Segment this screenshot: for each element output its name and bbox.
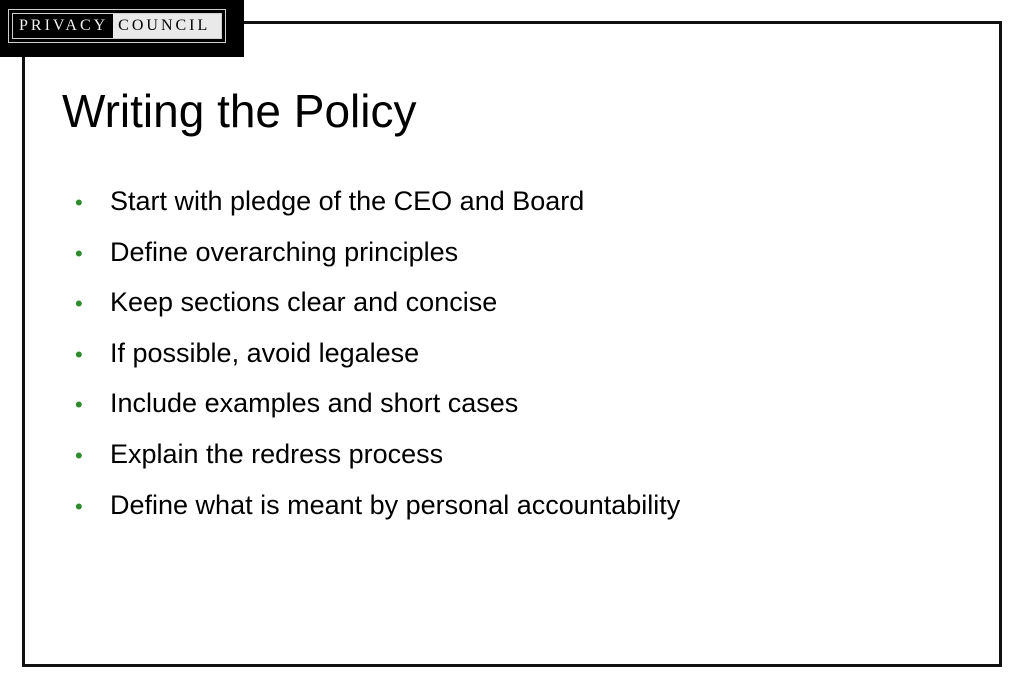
bullet-icon: • bbox=[75, 392, 83, 418]
bullet-text: Start with pledge of the CEO and Board bbox=[110, 186, 585, 216]
bullet-icon: • bbox=[75, 493, 83, 519]
bullet-text: Keep sections clear and concise bbox=[110, 287, 498, 318]
list-item bbox=[75, 338, 680, 389]
bullet-icon: • bbox=[75, 240, 83, 266]
list-item bbox=[75, 287, 680, 338]
list-item bbox=[75, 186, 680, 237]
list-item bbox=[75, 439, 680, 490]
bullet-text: If possible, avoid legalese bbox=[110, 337, 420, 368]
list-item bbox=[75, 490, 680, 541]
bullet-text: Include examples and short cases bbox=[110, 388, 519, 419]
privacy-council-logo bbox=[0, 0, 244, 57]
bullet-icon: • bbox=[75, 190, 83, 215]
bullet-text: Define what is meant by personal accountability bbox=[110, 489, 681, 520]
list-item bbox=[75, 237, 680, 288]
logo-outer-border bbox=[8, 9, 226, 43]
list-item bbox=[75, 388, 680, 439]
bullet-text: Explain the redress process bbox=[110, 438, 444, 469]
bullet-icon: • bbox=[75, 341, 83, 367]
logo-inner-border bbox=[12, 13, 222, 39]
bullet-text: Define overarching principles bbox=[110, 236, 459, 267]
bullet-icon: • bbox=[75, 442, 83, 468]
bullet-list bbox=[75, 186, 680, 540]
logo-word-council: COUNCIL bbox=[113, 14, 221, 38]
bullet-icon: • bbox=[75, 291, 83, 317]
slide-title: Writing the Policy bbox=[62, 85, 417, 137]
logo-word-privacy: PRIVACY bbox=[13, 14, 113, 38]
